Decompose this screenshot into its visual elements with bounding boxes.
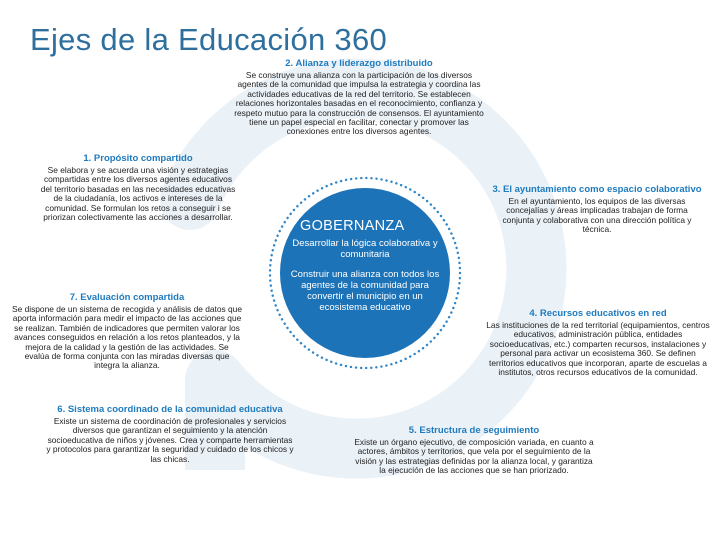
axis-2-block — [232, 59, 486, 137]
axis-5-heading: 5. Estructura de seguimiento — [408, 425, 540, 436]
governance-body: Construir una alianza con todos los agentes de la comunidad para convertir el municipio en un ecosistema educativo — [290, 268, 440, 314]
axis-6-heading: 6. Sistema coordinado de la comunidad educativa — [57, 404, 283, 415]
governance-title: GOBERNANZA — [300, 218, 405, 234]
axis-5-block — [352, 426, 596, 476]
governance-center-circle — [280, 188, 450, 358]
axis-6-text: Existe un sistema de coordinación de profesionales y servicios diversos que garantizan el seguimiento y la atención socioeducativa de niños y jóvenes. Crea y comparte herramientas y protocolos para garantizar la seguridad y cuidado de los chicos y las chicas. — [46, 415, 294, 464]
axis-6-block — [46, 405, 294, 464]
axis-3-text: En el ayuntamiento, los equipos de las diversas concejalías y áreas implicadas trabajan de forma conjunta y colaborativa con una dirección política y técnica. — [502, 195, 692, 235]
axis-4-block — [484, 309, 712, 377]
axis-2-heading: 2. Alianza y liderazgo distribuido — [285, 58, 433, 69]
axis-5-text: Existe un órgano ejecutivo, de composición variada, en cuanto a actores, ámbitos y territorios, que vela por el seguimiento de la visión y las estrategias definidas por la alianza local, y garantiza la ejecución de las acciones que se han priorizado. — [354, 436, 594, 476]
axis-7-text: Se dispone de un sistema de recogida y análisis de datos que aporta información para medir el impacto de las acciones que se realizan. También de indicadores que permiten valorar los avances conseguidos en relación a los retos planteados, y la mejora de la calidad y la gestión de las actividades. Se evalúa de forma conjunta con las miradas diversas que integra la alianza. — [12, 303, 242, 371]
axis-1-block — [38, 154, 238, 222]
axis-4-text: Las instituciones de la red territorial (equipamientos, centros educativos, administración pública, entidades socioeducativas, etc.) comparten recursos, instalaciones y personal para activar un ecosistema 360. Se definen territorios educativos que incorporan, aparte de escuelas a institutos, otros recursos educativos de la comunidad. — [486, 319, 710, 377]
axis-3-block — [492, 185, 702, 235]
axis-1-text: Se elabora y se acuerda una visión y estrategias compartidas entre los diversos agentes educativos del territorio basadas en las necesidades educativas de la ciudadanía, los activos e intereses de la comunidad. Se formulan los retos a conseguir i se priorizan colectivamente las acciones a desarrollar. — [40, 164, 236, 222]
axis-7-heading: 7. Evaluación compartida — [69, 292, 185, 303]
axis-7-block — [12, 293, 242, 371]
axis-2-text: Se construye una alianza con la participación de los diversos agentes de la comunidad que impulsa la estrategia y coordina las actividades educativas de la red del territorio. Se establecen relaciones horizontales basadas en el reconocimiento, confianza y respeto mutuo para la construcción de consensos. El ayuntamiento tiene un papel especial en facilitar, conectar y promover las conexiones entre los diversos agentes. — [234, 69, 484, 137]
axis-1-heading: 1. Propósito compartido — [83, 153, 193, 164]
page-title: Ejes de la Educación 360 — [30, 22, 388, 57]
axis-4-heading: 4. Recursos educativos en red — [529, 308, 667, 319]
axis-3-heading: 3. El ayuntamiento como espacio colaborativo — [492, 184, 702, 195]
governance-subtitle: Desarrollar la lógica colaborativa y comunitaria — [292, 238, 438, 261]
